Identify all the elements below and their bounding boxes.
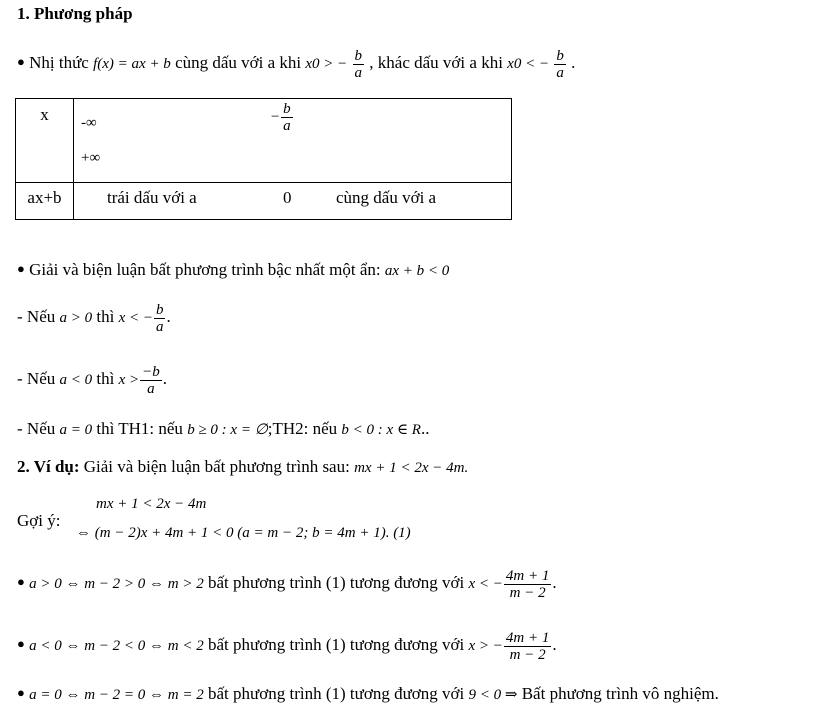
table-row-label: ax+b <box>16 183 74 220</box>
left-sign-text: trái dấu với a <box>107 188 197 207</box>
table-head-x: x <box>16 99 74 183</box>
hint-label: Gợi ý: <box>17 511 61 530</box>
example-task: Giải và biện luận bất phương trình sau: <box>83 457 350 476</box>
example-case-positive <box>17 560 557 606</box>
case-result: x < − <box>118 310 153 326</box>
rule-prefix: Nhị thức <box>29 53 89 72</box>
rule-function: f(x) = ax + b <box>93 56 171 72</box>
sign-table-row-sign <box>16 183 512 220</box>
sign-table <box>15 98 512 220</box>
case-prefix: - Nếu <box>17 307 56 326</box>
rule-frac-1: $\frac{b}{a}$ <box>354 47 363 81</box>
example-line <box>17 457 468 477</box>
example-inequality: mx + 1 < 2x − 4m. <box>354 460 469 476</box>
example-conclusion: Bất phương trình vô nghiệm. <box>521 684 719 703</box>
case-prefix: - Nếu <box>17 419 56 438</box>
pos-infinity: +∞ <box>81 150 101 166</box>
case-frac: $\frac{b}{a}$ <box>155 301 164 335</box>
example-condition: a > 0 ⇔ m − 2 > 0 ⇔ m > 2 <box>29 576 204 592</box>
case-then: thì <box>96 369 115 388</box>
example-frac: $\frac{4m + 1}{m - 2}$ <box>505 629 550 663</box>
case-end: . <box>162 369 167 388</box>
rule-cond-1: x0 > − <box>305 56 348 72</box>
section-1-heading: 1. Phương pháp <box>17 4 133 23</box>
table-root: − $\frac{b}{a}$ <box>270 101 291 134</box>
example-condition: a < 0 ⇔ m − 2 < 0 ⇔ m < 2 <box>29 638 204 654</box>
root-zero: 0 <box>283 188 292 207</box>
example-frac: $\frac{4m + 1}{m - 2}$ <box>505 567 550 601</box>
hint-line-1: mx + 1 < 2x − 4m <box>96 496 207 512</box>
case-th2-label: ;TH2: nếu <box>267 419 338 438</box>
bullet-icon: ● <box>17 636 25 651</box>
solve-text: Giải và biện luận bất phương trình bậc nhất một ẩn: <box>29 260 381 279</box>
bullet-icon: ● <box>17 54 25 69</box>
example-case-zero <box>17 684 719 704</box>
rule-end: . <box>571 53 576 72</box>
table-x-values <box>74 99 512 183</box>
case-th1: b ≥ 0 : x = ∅ <box>187 422 268 438</box>
example-result: x < − <box>468 576 503 592</box>
case-prefix: - Nếu <box>17 369 56 388</box>
example-result: 9 < 0 ⇒ <box>468 687 518 703</box>
solve-line <box>17 260 449 280</box>
case-th2: b < 0 : x ∈ R <box>341 422 421 438</box>
sign-table-row-x <box>16 99 512 183</box>
case-a-zero <box>17 419 429 439</box>
case-condition: a < 0 <box>59 372 93 388</box>
bullet-icon: ● <box>17 261 25 276</box>
example-end: . <box>552 573 557 592</box>
case-then: thì <box>96 307 115 326</box>
bullet-icon: ● <box>17 574 25 589</box>
bullet-icon: ● <box>17 685 25 700</box>
example-text: bất phương trình (1) tương đương với <box>208 635 465 654</box>
example-end: . <box>552 635 557 654</box>
right-sign-text: cùng dấu với a <box>336 188 437 207</box>
example-text: bất phương trình (1) tương đương với <box>208 684 465 703</box>
example-condition: a = 0 ⇔ m − 2 = 0 ⇔ m = 2 <box>29 687 204 703</box>
sign-rule-line <box>17 44 575 82</box>
rule-diff-sign: , khác dấu với a khi <box>369 53 503 72</box>
example-text: bất phương trình (1) tương đương với <box>208 573 465 592</box>
case-a-positive <box>17 296 171 339</box>
case-end: .. <box>420 419 430 438</box>
case-condition: a > 0 <box>59 310 93 326</box>
rule-cond-2: x0 < − <box>507 56 550 72</box>
table-sign-values <box>74 183 512 220</box>
case-condition: a = 0 <box>59 422 93 438</box>
rule-same-sign: cùng dấu với a khi <box>175 53 302 72</box>
case-frac: $\frac{-b}{a}$ <box>142 363 160 397</box>
case-a-negative <box>17 358 167 401</box>
rule-frac-2: $\frac{b}{a}$ <box>556 47 564 81</box>
solve-inequality: ax + b < 0 <box>384 263 450 279</box>
neg-infinity: -∞ <box>81 115 97 131</box>
case-then: thì TH1: nếu <box>96 419 183 438</box>
hint-line-2: ⇔ (m − 2)x + 4m + 1 < 0 (a = m − 2; b = 4m + 1). (1) <box>76 525 411 541</box>
example-case-negative <box>17 622 557 668</box>
case-result: x > <box>118 372 140 388</box>
example-result: x > − <box>468 638 503 654</box>
section-2-heading: 2. Ví dụ: <box>17 457 80 476</box>
case-end: . <box>166 307 171 326</box>
